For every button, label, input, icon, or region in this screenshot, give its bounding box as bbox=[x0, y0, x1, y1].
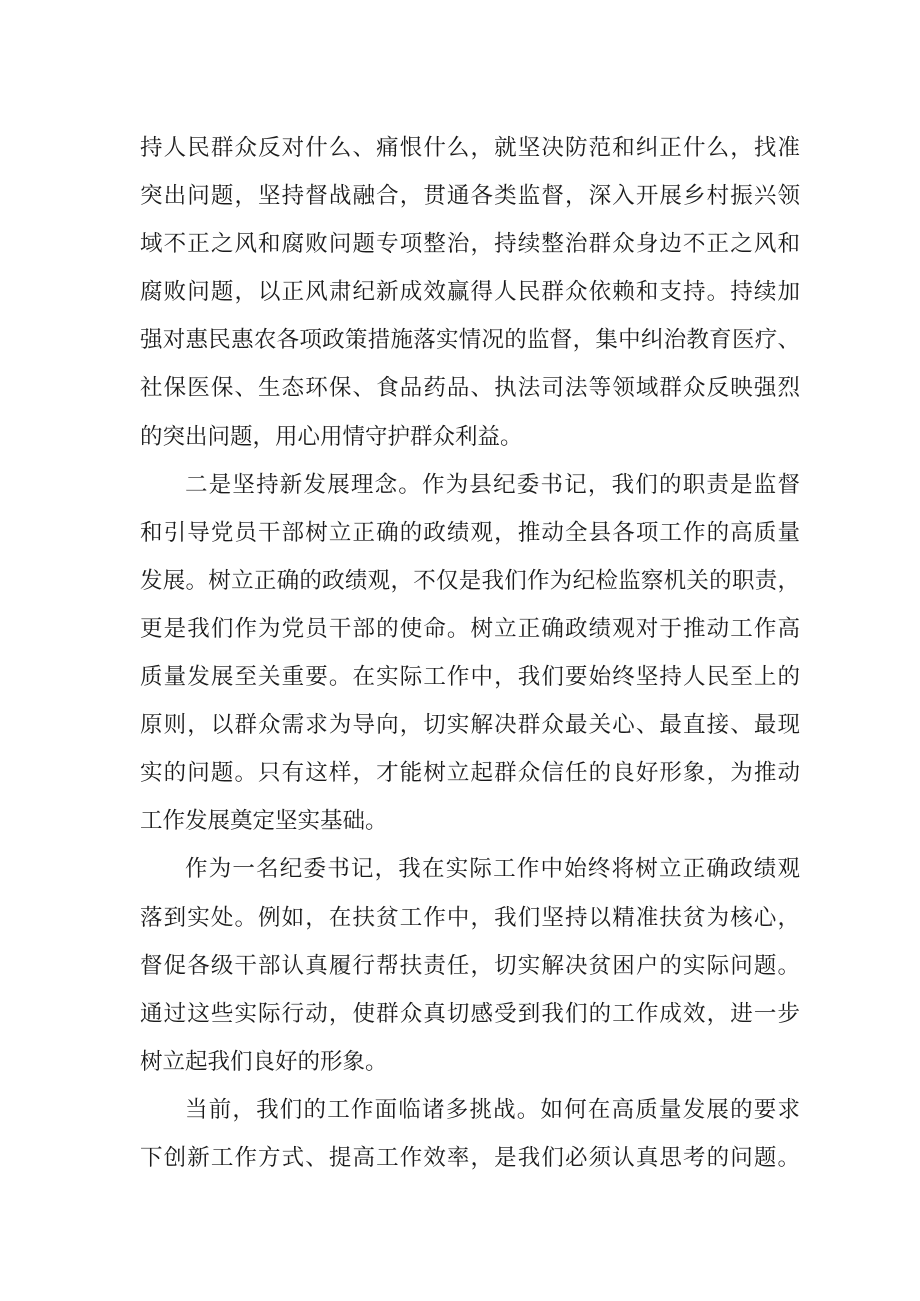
paragraph-2 bbox=[140, 461, 800, 846]
text-line: 作为一名纪委书记，我在实际工作中始终将树立正确政绩观 bbox=[185, 856, 800, 883]
text-line: 督促各级干部认真履行帮扶责任，切实解决贫困户的实际问题。 bbox=[140, 952, 800, 979]
text-line: 腐败问题，以正风肃纪新成效赢得人民群众依赖和支持。持续加 bbox=[140, 279, 800, 306]
text-line: 和引导党员干部树立正确的政绩观，推动全县各项工作的高质量 bbox=[140, 519, 800, 546]
text-line: 质量发展至关重要。在实际工作中，我们要始终坚持人民至上的 bbox=[140, 664, 800, 691]
text-line: 更是我们作为党员干部的使命。树立正确政绩观对于推动工作高 bbox=[140, 615, 800, 642]
text-line: 强对惠民惠农各项政策措施落实情况的监督，集中纠治教育医疗、 bbox=[140, 327, 800, 354]
paragraph-3 bbox=[140, 845, 800, 1085]
text-line: 发展。树立正确的政绩观，不仅是我们作为纪检监察机关的职责， bbox=[140, 567, 800, 594]
text-line: 当前，我们的工作面临诸多挑战。如何在高质量发展的要求 bbox=[185, 1096, 800, 1123]
text-line: 的突出问题，用心用情守护群众利益。 bbox=[140, 423, 523, 450]
text-line: 持人民群众反对什么、痛恨什么，就坚决防范和纠正什么，找准 bbox=[140, 135, 800, 161]
text-line: 原则，以群众需求为导向，切实解决群众最关心、最直接、最现 bbox=[140, 712, 800, 739]
text-line: 下创新工作方式、提高工作效率，是我们必须认真思考的问题。 bbox=[140, 1144, 800, 1171]
text-line: 社保医保、生态环保、食品药品、执法司法等领域群众反映强烈 bbox=[140, 375, 800, 402]
text-line: 落到实处。例如，在扶贫工作中，我们坚持以精准扶贫为核心， bbox=[140, 904, 800, 931]
text-line: 实的问题。只有这样，才能树立起群众信任的良好形象，为推动 bbox=[140, 760, 800, 787]
text-line: 工作发展奠定坚实基础。 bbox=[140, 808, 388, 835]
document-body bbox=[140, 124, 800, 1182]
text-line: 树立起我们良好的形象。 bbox=[140, 1048, 388, 1075]
text-line: 通过这些实际行动，使群众真切感受到我们的工作成效，进一步 bbox=[140, 1000, 800, 1027]
paragraph-1 bbox=[140, 124, 800, 461]
text-line: 二是坚持新发展理念。作为县纪委书记，我们的职责是监督 bbox=[185, 471, 800, 498]
paragraph-4 bbox=[140, 1086, 800, 1182]
text-line: 域不正之风和腐败问题专项整治，持续整治群众身边不正之风和 bbox=[140, 231, 800, 258]
text-line: 突出问题，坚持督战融合，贯通各类监督，深入开展乡村振兴领 bbox=[140, 183, 800, 210]
